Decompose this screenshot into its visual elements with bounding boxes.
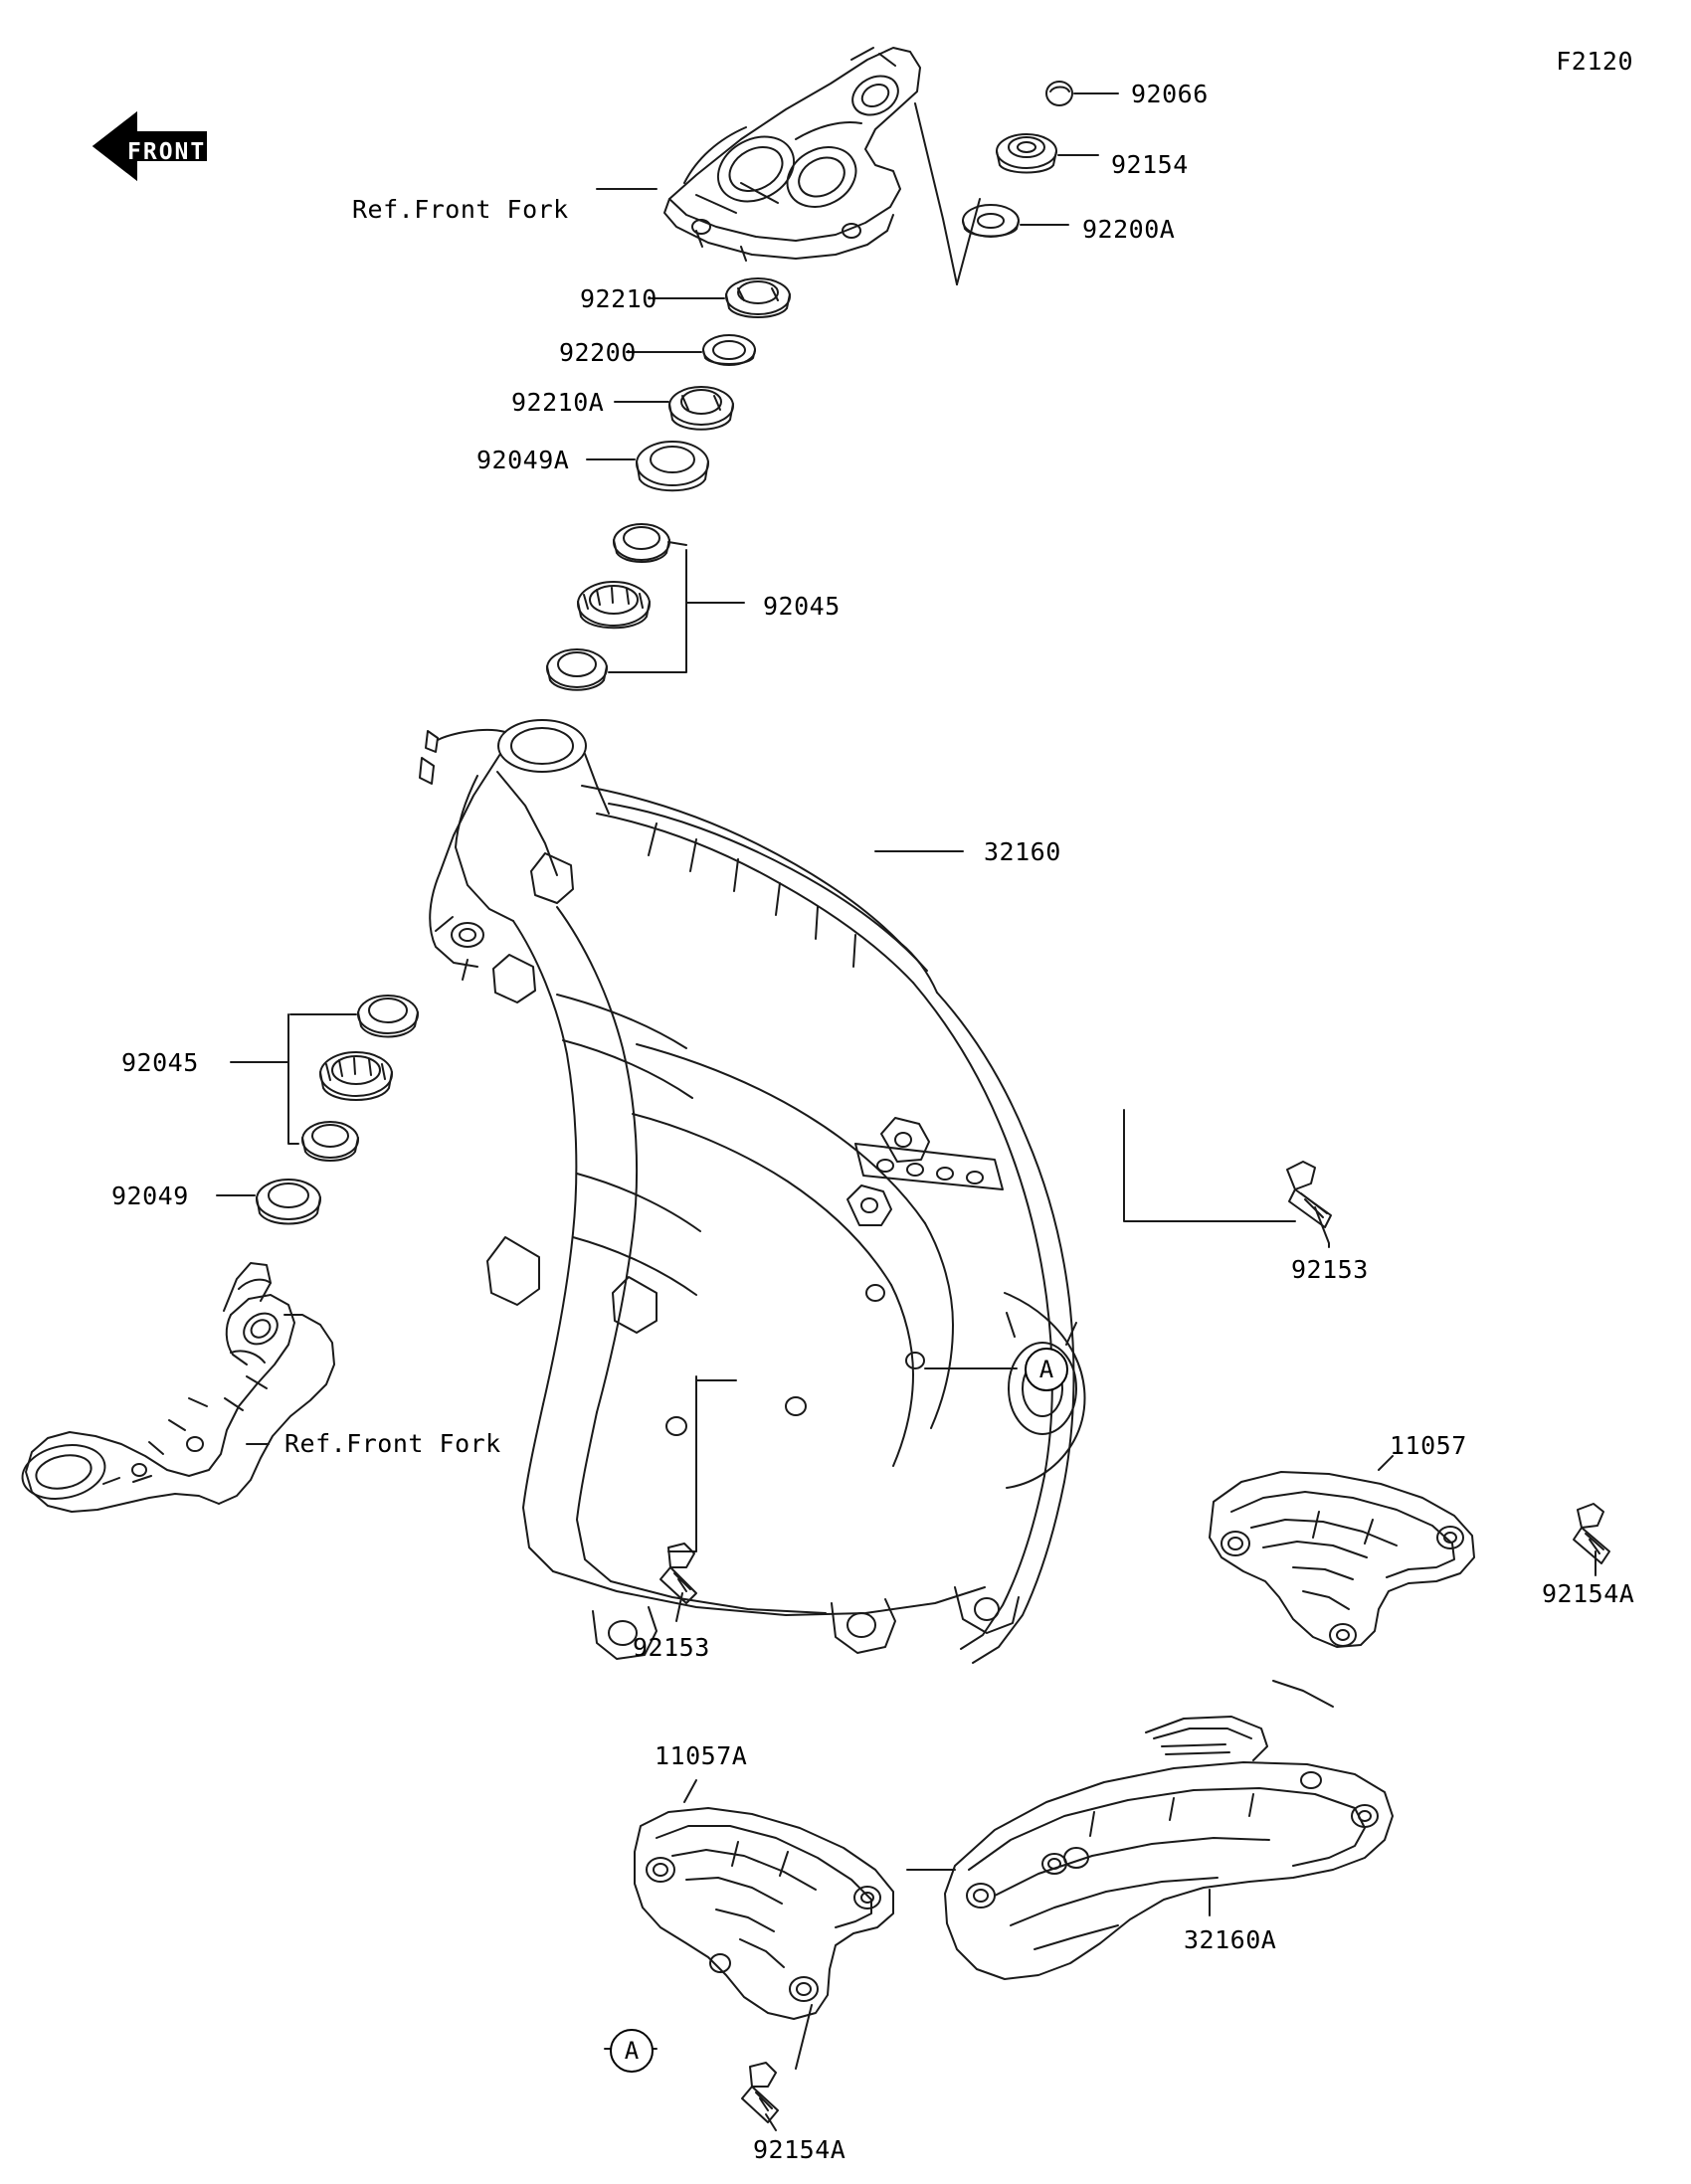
label-32160A: 32160A [1184,1925,1277,1954]
label-92045-left: 92045 [121,1048,199,1077]
label-92049A: 92049A [476,446,570,474]
diagram-code: F2120 [1556,47,1633,76]
part-92210A-shape [669,387,733,430]
label-ref-front-fork-top: Ref.Front Fork [352,195,569,224]
label-32160: 32160 [984,837,1061,866]
label-92210: 92210 [580,284,658,313]
part-92066-shape [1046,82,1072,105]
leader-92154A-bottom-link [796,2005,812,2069]
part-92153-right-shape [1287,1162,1331,1227]
label-92049: 92049 [111,1182,189,1210]
label-92045-top: 92045 [763,592,841,621]
leader-assembly-1 [915,103,957,284]
circle-ref-a-upper: A [1025,1348,1068,1391]
leader-11057A [684,1780,696,1802]
upper-triple-clamp [664,48,920,261]
leader-92153-bottom-bracket [668,1376,736,1551]
label-ref-front-fork-left: Ref.Front Fork [284,1429,501,1458]
circle-ref-a-lower: A [610,2029,654,2073]
label-92066: 92066 [1131,80,1209,108]
part-32160A-subframe [945,1717,1393,1979]
label-92200A: 92200A [1082,215,1176,244]
part-92049-shape [257,1180,320,1224]
label-92154A-bottom: 92154A [753,2135,846,2164]
label-92153-right: 92153 [1291,1255,1369,1284]
part-92200-shape [703,335,755,365]
lower-triple-clamp [18,1263,334,1512]
label-92210A: 92210A [511,388,605,417]
part-92210-shape [726,278,790,317]
leader-92045-left-bracket [231,1014,298,1144]
label-92153-bottom: 92153 [633,1633,710,1662]
part-92154A-right-shape [1574,1504,1609,1563]
part-92045-top-shapes [547,524,669,690]
part-92045-left-shapes [302,996,418,1161]
part-11057A-bracket [635,1808,893,2019]
label-11057A: 11057A [655,1741,748,1770]
part-92154A-bottom-shape [742,2063,778,2122]
part-92049A-shape [637,442,708,490]
front-badge-label: FRONT [127,139,207,165]
part-11057-bracket [1210,1472,1474,1647]
label-92154A-right: 92154A [1542,1579,1635,1608]
label-92200: 92200 [559,338,637,367]
label-11057: 11057 [1390,1431,1467,1460]
leader-32160A-to-11057 [1273,1681,1333,1707]
leader-92045-top-bracket [645,550,744,672]
part-92154-shape [997,134,1056,173]
label-92154: 92154 [1111,150,1189,179]
leader-92153-right-bracket [1124,1110,1295,1221]
